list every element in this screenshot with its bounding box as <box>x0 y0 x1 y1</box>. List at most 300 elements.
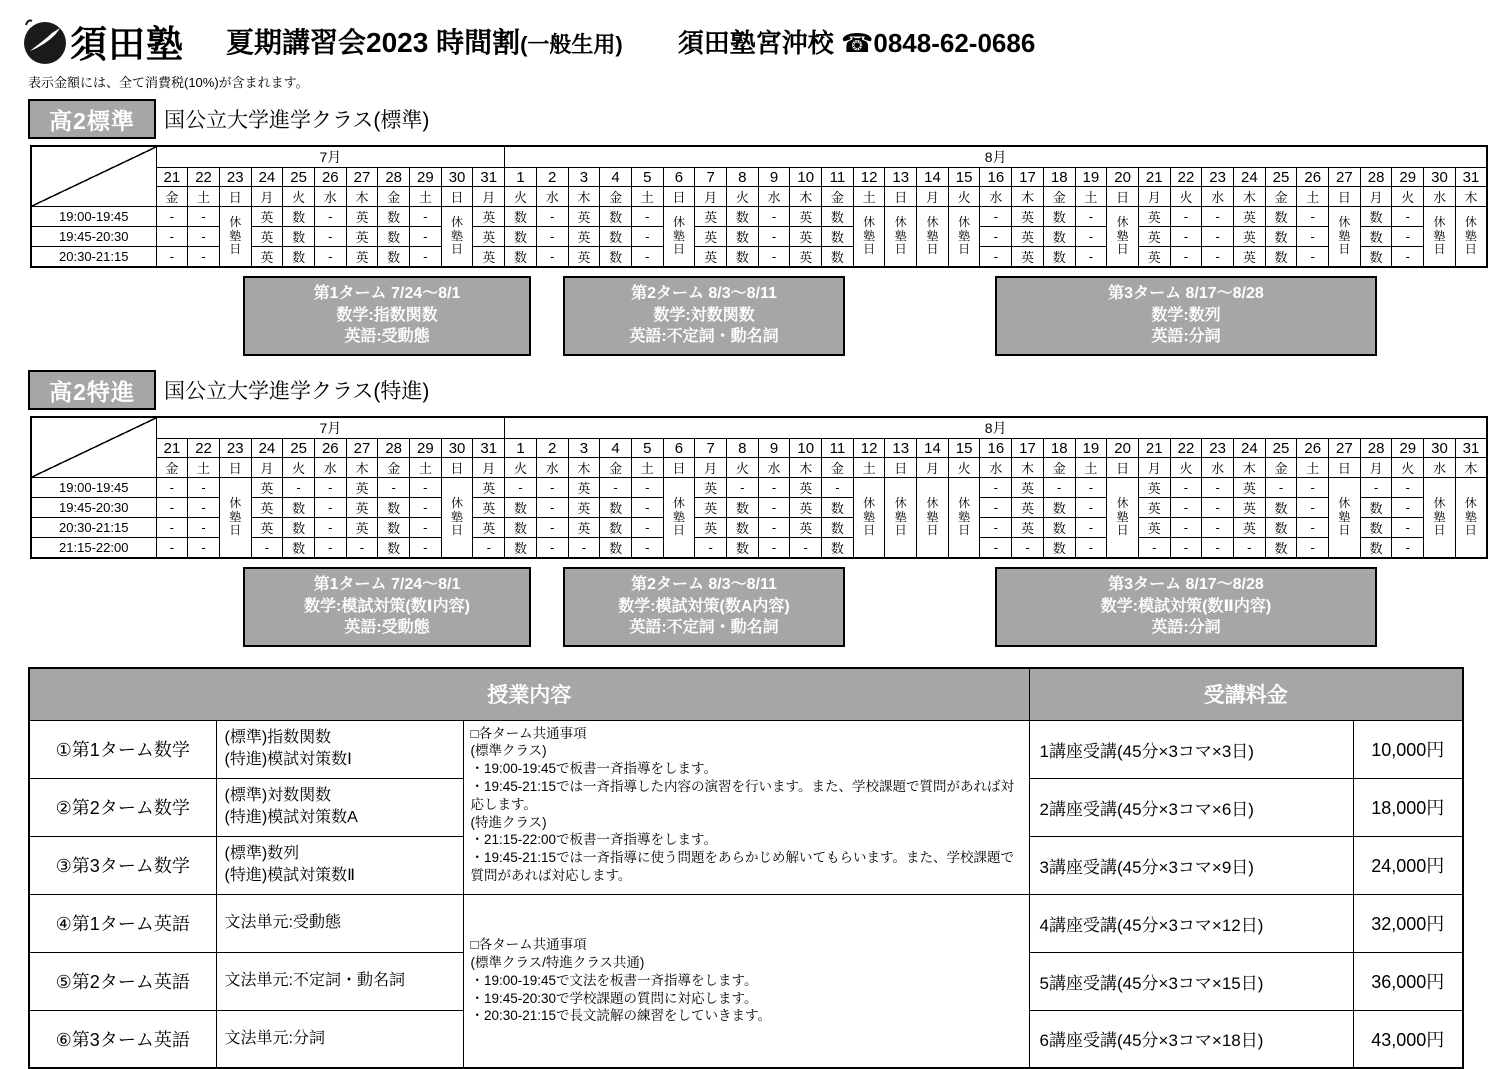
schedule-cell: - <box>1233 538 1265 559</box>
closed-day-cell: 休 塾 日 <box>1455 478 1487 559</box>
weekday-cell: 土 <box>1075 458 1107 478</box>
schedule-cell: - <box>980 498 1012 518</box>
schedule-cell: 英 <box>251 498 283 518</box>
tax-note: 表示金額には、全て消費税(10%)が含まれます。 <box>28 75 309 90</box>
course-name: ⑥第3ターム英語 <box>29 1010 216 1068</box>
schedule-cell: - <box>1170 207 1202 227</box>
schedule-cell: 英 <box>1012 478 1044 498</box>
date-cell: 26 <box>314 439 346 458</box>
date-cell: 25 <box>1265 168 1297 187</box>
math-common-notes: □各ターム共通事項 (標準クラス) ・19:00-19:45で板書一斉指導をします。 ・19:45-21:15では一斉指導した内容の演習を行います。また、学校課題で質問があれば対応します。 (特進クラス) ・21:15-22:00で板書一斉指導をします。 ・19:45-21:15では一斉指導に使う問題をあらかじめ解いてもらいます。また、学校課題で質問があれば対応します。 <box>463 720 1029 894</box>
weekday-cell: 日 <box>219 187 251 207</box>
schedule-cell: 数 <box>600 518 632 538</box>
date-cell: 10 <box>790 439 822 458</box>
date-cell: 15 <box>948 168 980 187</box>
schedule-cell: - <box>410 498 442 518</box>
date-cell: 27 <box>346 439 378 458</box>
schedule-cell: - <box>1075 498 1107 518</box>
price-value: 32,000円 <box>1353 894 1463 952</box>
section-standard-head <box>28 99 1490 139</box>
date-cell: 3 <box>568 439 600 458</box>
schedule-cell: 数 <box>726 207 758 227</box>
closed-day-cell: 休 塾 日 <box>885 478 917 559</box>
date-cell: 30 <box>1424 439 1456 458</box>
terms-row-advanced <box>30 565 1490 653</box>
schedule-cell: 数 <box>822 207 854 227</box>
schedule-cell: 数 <box>726 538 758 559</box>
schedule-cell: 英 <box>251 227 283 247</box>
schedule-cell: - <box>980 518 1012 538</box>
schedule-cell: - <box>156 207 188 227</box>
schedule-cell: - <box>188 247 220 268</box>
schedule-cell: - <box>631 498 663 518</box>
schedule-cell: 英 <box>1138 227 1170 247</box>
term-info-line: 英語:受動態 <box>344 619 430 637</box>
schedule-cell: - <box>758 518 790 538</box>
date-cell: 25 <box>283 439 315 458</box>
term-info-line: 数学:模試対策(数Ⅱ内容) <box>1100 597 1272 615</box>
schedule-cell: 英 <box>473 478 505 498</box>
term-info-box <box>563 276 845 356</box>
schedule-cell: - <box>1075 478 1107 498</box>
weekday-cell: 金 <box>156 458 188 478</box>
schedule-cell: 英 <box>251 247 283 268</box>
schedule-cell: - <box>188 207 220 227</box>
weekday-cell: 月 <box>1138 187 1170 207</box>
date-cell: 26 <box>314 168 346 187</box>
weekday-cell: 月 <box>251 187 283 207</box>
schedule-cell: - <box>410 538 442 559</box>
date-cell: 24 <box>1233 168 1265 187</box>
closed-day-cell: 休 塾 日 <box>853 478 885 559</box>
date-cell: 21 <box>1138 439 1170 458</box>
schedule-cell: - <box>980 207 1012 227</box>
schedule-cell: - <box>980 227 1012 247</box>
term-info-box <box>995 567 1377 647</box>
schedule-cell: 英 <box>251 518 283 538</box>
schedule-cell: 英 <box>790 478 822 498</box>
schedule-cell: 英 <box>346 478 378 498</box>
closed-day-cell: 休 塾 日 <box>1424 478 1456 559</box>
schedule-cell: 英 <box>251 478 283 498</box>
time-slot-label: 19:00-19:45 <box>31 207 156 227</box>
weekday-cell: 木 <box>790 458 822 478</box>
date-cell: 4 <box>600 168 632 187</box>
date-cell: 26 <box>1297 439 1329 458</box>
schedule-cell: - <box>980 538 1012 559</box>
schedule-cell: - <box>314 247 346 268</box>
weekday-cell: 火 <box>1392 458 1424 478</box>
schedule-cell: - <box>600 478 632 498</box>
schedule-cell: - <box>631 247 663 268</box>
schedule-cell: - <box>1075 518 1107 538</box>
term-info-line: 第1ターム 7/24〜8/1 <box>313 576 461 593</box>
school-logo <box>20 14 184 68</box>
weekday-cell: 金 <box>1265 187 1297 207</box>
weekday-cell: 水 <box>758 458 790 478</box>
diagonal-header-cell <box>31 146 156 207</box>
weekday-cell: 土 <box>853 458 885 478</box>
schedule-cell: 数 <box>600 247 632 268</box>
weekday-cell: 日 <box>885 187 917 207</box>
schedule-cell: - <box>1043 478 1075 498</box>
weekday-cell: 金 <box>156 187 188 207</box>
weekday-cell: 水 <box>1202 458 1234 478</box>
schedule-cell: 数 <box>726 518 758 538</box>
schedule-cell: 数 <box>1265 538 1297 559</box>
schedule-cell: 数 <box>1043 538 1075 559</box>
schedule-cell: 英 <box>473 498 505 518</box>
schedule-cell: 英 <box>1138 247 1170 268</box>
weekday-cell: 木 <box>790 187 822 207</box>
date-cell: 11 <box>822 168 854 187</box>
date-cell: 21 <box>156 168 188 187</box>
schedule-cell: - <box>156 227 188 247</box>
weekday-cell: 日 <box>885 458 917 478</box>
closed-day-cell: 休 塾 日 <box>948 478 980 559</box>
date-cell: 13 <box>885 439 917 458</box>
schedule-cell: - <box>631 227 663 247</box>
weekday-cell: 土 <box>188 458 220 478</box>
schedule-cell: 英 <box>346 207 378 227</box>
weekday-cell: 日 <box>1329 458 1361 478</box>
weekday-cell: 火 <box>1392 187 1424 207</box>
term-info-line: 英語:分詞 <box>1151 328 1221 346</box>
schedule-cell: 英 <box>1012 498 1044 518</box>
schedule-cell: 英 <box>568 478 600 498</box>
schedule-cell: - <box>758 247 790 268</box>
page-header <box>0 0 1490 68</box>
schedule-cell: 英 <box>1138 498 1170 518</box>
schedule-cell: - <box>188 478 220 498</box>
weekday-cell: 水 <box>980 187 1012 207</box>
price-plan: 2講座受講(45分×3コマ×6日) <box>1029 778 1353 836</box>
schedule-cell: 英 <box>695 207 727 227</box>
schedule-cell: - <box>1392 247 1424 268</box>
date-cell: 6 <box>663 168 695 187</box>
date-cell: 14 <box>917 168 949 187</box>
weekday-cell: 火 <box>283 458 315 478</box>
schedule-cell: 英 <box>790 207 822 227</box>
schedule-cell: - <box>410 478 442 498</box>
schedule-cell: - <box>758 227 790 247</box>
weekday-cell: 月 <box>695 187 727 207</box>
schedule-table-standard <box>30 145 1488 268</box>
schedule-cell: 数 <box>600 207 632 227</box>
schedule-cell: - <box>314 478 346 498</box>
term-info-line: 第2ターム 8/3〜8/11 <box>631 576 777 593</box>
schedule-cell: - <box>410 207 442 227</box>
schedule-cell: - <box>156 247 188 268</box>
schedule-cell: - <box>1075 227 1107 247</box>
price-value: 24,000円 <box>1353 836 1463 894</box>
month-header: 8月 <box>505 417 1487 439</box>
schedule-cell: - <box>314 518 346 538</box>
date-cell: 5 <box>631 439 663 458</box>
date-cell: 21 <box>1138 168 1170 187</box>
schedule-cell: 数 <box>1265 247 1297 268</box>
weekday-cell: 月 <box>1138 458 1170 478</box>
schedule-cell: 英 <box>346 498 378 518</box>
closed-day-cell: 休 塾 日 <box>917 207 949 268</box>
schedule-cell: 数 <box>505 207 537 227</box>
schedule-cell: 英 <box>568 498 600 518</box>
schedule-cell: 数 <box>505 498 537 518</box>
schedule-cell: - <box>631 207 663 227</box>
closed-day-cell: 休 塾 日 <box>219 207 251 268</box>
schedule-cell: - <box>695 538 727 559</box>
weekday-cell: 土 <box>410 187 442 207</box>
schedule-cell: - <box>1297 227 1329 247</box>
weekday-cell: 日 <box>1329 187 1361 207</box>
closed-day-cell: 休 塾 日 <box>948 207 980 268</box>
date-cell: 30 <box>1424 168 1456 187</box>
time-slot-label: 21:15-22:00 <box>31 538 156 559</box>
schedule-cell: - <box>251 538 283 559</box>
date-cell: 31 <box>1455 168 1487 187</box>
schedule-cell: - <box>1170 478 1202 498</box>
schedule-cell: - <box>536 207 568 227</box>
time-slot-label: 19:00-19:45 <box>31 478 156 498</box>
schedule-cell: 英 <box>1138 207 1170 227</box>
term-info-box <box>995 276 1377 356</box>
class-name-standard: 国公立大学進学クラス(標準) <box>164 109 430 132</box>
closed-day-cell: 休 塾 日 <box>219 478 251 559</box>
weekday-cell: 金 <box>1043 187 1075 207</box>
schedule-cell: 英 <box>473 518 505 538</box>
course-content: 文法単元:分詞 <box>216 1010 463 1068</box>
schedule-cell: 数 <box>726 498 758 518</box>
schedule-cell: 数 <box>1043 227 1075 247</box>
schedule-cell: 数 <box>1265 518 1297 538</box>
date-cell: 19 <box>1075 439 1107 458</box>
schedule-cell: 数 <box>1265 227 1297 247</box>
schedule-cell: 数 <box>505 247 537 268</box>
course-content: (標準)指数関数 (特進)模試対策数Ⅰ <box>216 720 463 778</box>
schedule-cell: 数 <box>600 538 632 559</box>
weekday-cell: 土 <box>410 458 442 478</box>
date-cell: 23 <box>219 439 251 458</box>
closed-day-cell: 休 塾 日 <box>1329 207 1361 268</box>
schedule-cell: - <box>283 478 315 498</box>
schedule-cell: - <box>1202 498 1234 518</box>
schedule-cell: - <box>378 478 410 498</box>
term-info-line: 数学:数列 <box>1151 306 1221 324</box>
weekday-cell: 月 <box>473 458 505 478</box>
weekday-cell: 水 <box>980 458 1012 478</box>
price-plan: 1講座受講(45分×3コマ×3日) <box>1029 720 1353 778</box>
price-header: 受講料金 <box>1029 668 1463 720</box>
course-content: 文法単元:不定詞・動名詞 <box>216 952 463 1010</box>
course-row <box>29 720 1463 778</box>
diagonal-header-cell <box>31 417 156 478</box>
weekday-cell: 水 <box>758 187 790 207</box>
weekday-cell: 木 <box>1012 187 1044 207</box>
price-value: 43,000円 <box>1353 1010 1463 1068</box>
date-cell: 31 <box>473 168 505 187</box>
schedule-cell: 英 <box>695 478 727 498</box>
weekday-cell: 月 <box>473 187 505 207</box>
month-header: 8月 <box>505 146 1487 168</box>
term-info-line: 数学:模試対策(数Ⅰ内容) <box>304 597 470 615</box>
schedule-cell: - <box>314 207 346 227</box>
time-slot-label: 20:30-21:15 <box>31 518 156 538</box>
schedule-cell: - <box>980 478 1012 498</box>
price-value: 18,000円 <box>1353 778 1463 836</box>
date-cell: 5 <box>631 168 663 187</box>
schedule-cell: 英 <box>1138 478 1170 498</box>
schedule-cell: - <box>1202 518 1234 538</box>
date-cell: 12 <box>853 439 885 458</box>
schedule-cell: - <box>568 538 600 559</box>
schedule-cell: 数 <box>1360 247 1392 268</box>
schedule-cell: - <box>410 227 442 247</box>
date-cell: 2 <box>536 168 568 187</box>
term-info-box <box>243 276 531 356</box>
schedule-cell: 英 <box>1233 518 1265 538</box>
schedule-cell: 数 <box>378 498 410 518</box>
term-info-line: 英語:不定詞・動名詞 <box>629 328 779 346</box>
schedule-cell: 英 <box>790 247 822 268</box>
date-cell: 10 <box>790 168 822 187</box>
schedule-cell: 英 <box>1233 478 1265 498</box>
date-cell: 23 <box>1202 168 1234 187</box>
grade-badge-advanced: 高2特進 <box>28 370 156 410</box>
date-cell: 17 <box>1012 168 1044 187</box>
schedule-cell: 英 <box>251 207 283 227</box>
term-info-line: 英語:受動態 <box>344 328 430 346</box>
schedule-cell: - <box>536 478 568 498</box>
schedule-cell: - <box>536 247 568 268</box>
weekday-cell: 木 <box>1233 458 1265 478</box>
title-paren: (一般生用) <box>520 32 623 57</box>
schedule-cell: 英 <box>695 227 727 247</box>
date-cell: 27 <box>1329 439 1361 458</box>
closed-day-cell: 休 塾 日 <box>1107 478 1139 559</box>
schedule-cell: - <box>1170 498 1202 518</box>
schedule-cell: - <box>188 498 220 518</box>
course-content: 文法単元:受動態 <box>216 894 463 952</box>
weekday-cell: 水 <box>536 458 568 478</box>
date-cell: 29 <box>1392 168 1424 187</box>
date-cell: 24 <box>251 168 283 187</box>
schedule-cell: - <box>1012 538 1044 559</box>
closed-day-cell: 休 塾 日 <box>441 478 473 559</box>
date-cell: 2 <box>536 439 568 458</box>
schedule-cell: 数 <box>378 207 410 227</box>
weekday-cell: 月 <box>1360 458 1392 478</box>
schedule-cell: 数 <box>1265 498 1297 518</box>
date-cell: 29 <box>1392 439 1424 458</box>
schedule-cell: 数 <box>283 498 315 518</box>
english-common-notes: □各ターム共通事項 (標準クラス/特進クラス共通) ・19:00-19:45で文法を板書一斉指導をします。 ・19:45-20:30で学校課題の質問に対応します。 ・20:30-21:15で長文読解の練習をしていきます。 <box>463 894 1029 1068</box>
schedule-cell: - <box>188 518 220 538</box>
date-cell: 28 <box>378 439 410 458</box>
time-slot-label: 20:30-21:15 <box>31 247 156 268</box>
weekday-cell: 金 <box>822 458 854 478</box>
schedule-cell: 英 <box>346 227 378 247</box>
schedule-cell: 数 <box>1043 247 1075 268</box>
date-cell: 22 <box>1170 439 1202 458</box>
closed-day-cell: 休 塾 日 <box>441 207 473 268</box>
schedule-cell: - <box>1297 247 1329 268</box>
schedule-cell: 英 <box>568 207 600 227</box>
weekday-cell: 木 <box>1233 187 1265 207</box>
schedule-cell: 英 <box>346 247 378 268</box>
schedule-cell: - <box>473 538 505 559</box>
schedule-cell: - <box>1075 207 1107 227</box>
date-cell: 22 <box>1170 168 1202 187</box>
date-cell: 27 <box>346 168 378 187</box>
schedule-cell: - <box>410 247 442 268</box>
date-cell: 3 <box>568 168 600 187</box>
schedule-cell: 数 <box>1360 227 1392 247</box>
weekday-cell: 日 <box>663 187 695 207</box>
course-name: ④第1ターム英語 <box>29 894 216 952</box>
weekday-cell: 火 <box>948 458 980 478</box>
date-cell: 8 <box>726 439 758 458</box>
schedule-cell: - <box>726 478 758 498</box>
term-info-line: 第3ターム 8/17〜8/28 <box>1108 576 1264 593</box>
schedule-cell: 数 <box>822 498 854 518</box>
weekday-cell: 水 <box>314 187 346 207</box>
weekday-cell: 木 <box>1455 458 1487 478</box>
weekday-cell: 火 <box>1170 458 1202 478</box>
schedule-cell: 数 <box>1360 538 1392 559</box>
date-cell: 17 <box>1012 439 1044 458</box>
schedule-cell: 英 <box>1012 518 1044 538</box>
term-info-line: 第1ターム 7/24〜8/1 <box>313 285 461 302</box>
schedule-cell: - <box>156 518 188 538</box>
date-cell: 27 <box>1329 168 1361 187</box>
weekday-cell: 火 <box>726 187 758 207</box>
weekday-cell: 水 <box>1424 458 1456 478</box>
month-header: 7月 <box>156 146 505 168</box>
schedule-cell: 英 <box>1138 518 1170 538</box>
schedule-cell: 数 <box>726 247 758 268</box>
schedule-cell: 数 <box>822 538 854 559</box>
schedule-cell: - <box>346 538 378 559</box>
weekday-cell: 土 <box>188 187 220 207</box>
date-cell: 7 <box>695 168 727 187</box>
schedule-cell: 数 <box>1360 207 1392 227</box>
weekday-cell: 金 <box>1265 458 1297 478</box>
schedule-cell: - <box>536 498 568 518</box>
schedule-cell: - <box>758 207 790 227</box>
weekday-cell: 火 <box>948 187 980 207</box>
date-cell: 25 <box>1265 439 1297 458</box>
date-cell: 21 <box>156 439 188 458</box>
schedule-cell: 英 <box>473 207 505 227</box>
weekday-cell: 木 <box>346 187 378 207</box>
date-cell: 16 <box>980 439 1012 458</box>
weekday-cell: 木 <box>1012 458 1044 478</box>
schedule-cell: 数 <box>283 227 315 247</box>
term-info-line: 英語:不定詞・動名詞 <box>629 619 779 637</box>
schedule-cell: - <box>1202 538 1234 559</box>
date-cell: 7 <box>695 439 727 458</box>
date-cell: 4 <box>600 439 632 458</box>
weekday-cell: 月 <box>1360 187 1392 207</box>
phone-number: ☎0848-62-0686 <box>840 27 1036 58</box>
schedule-cell: 英 <box>695 247 727 268</box>
closed-day-cell: 休 塾 日 <box>663 478 695 559</box>
weekday-cell: 火 <box>1170 187 1202 207</box>
course-row <box>29 894 1463 952</box>
weekday-cell: 木 <box>568 458 600 478</box>
weekday-cell: 土 <box>853 187 885 207</box>
schedule-cell: - <box>1392 538 1424 559</box>
